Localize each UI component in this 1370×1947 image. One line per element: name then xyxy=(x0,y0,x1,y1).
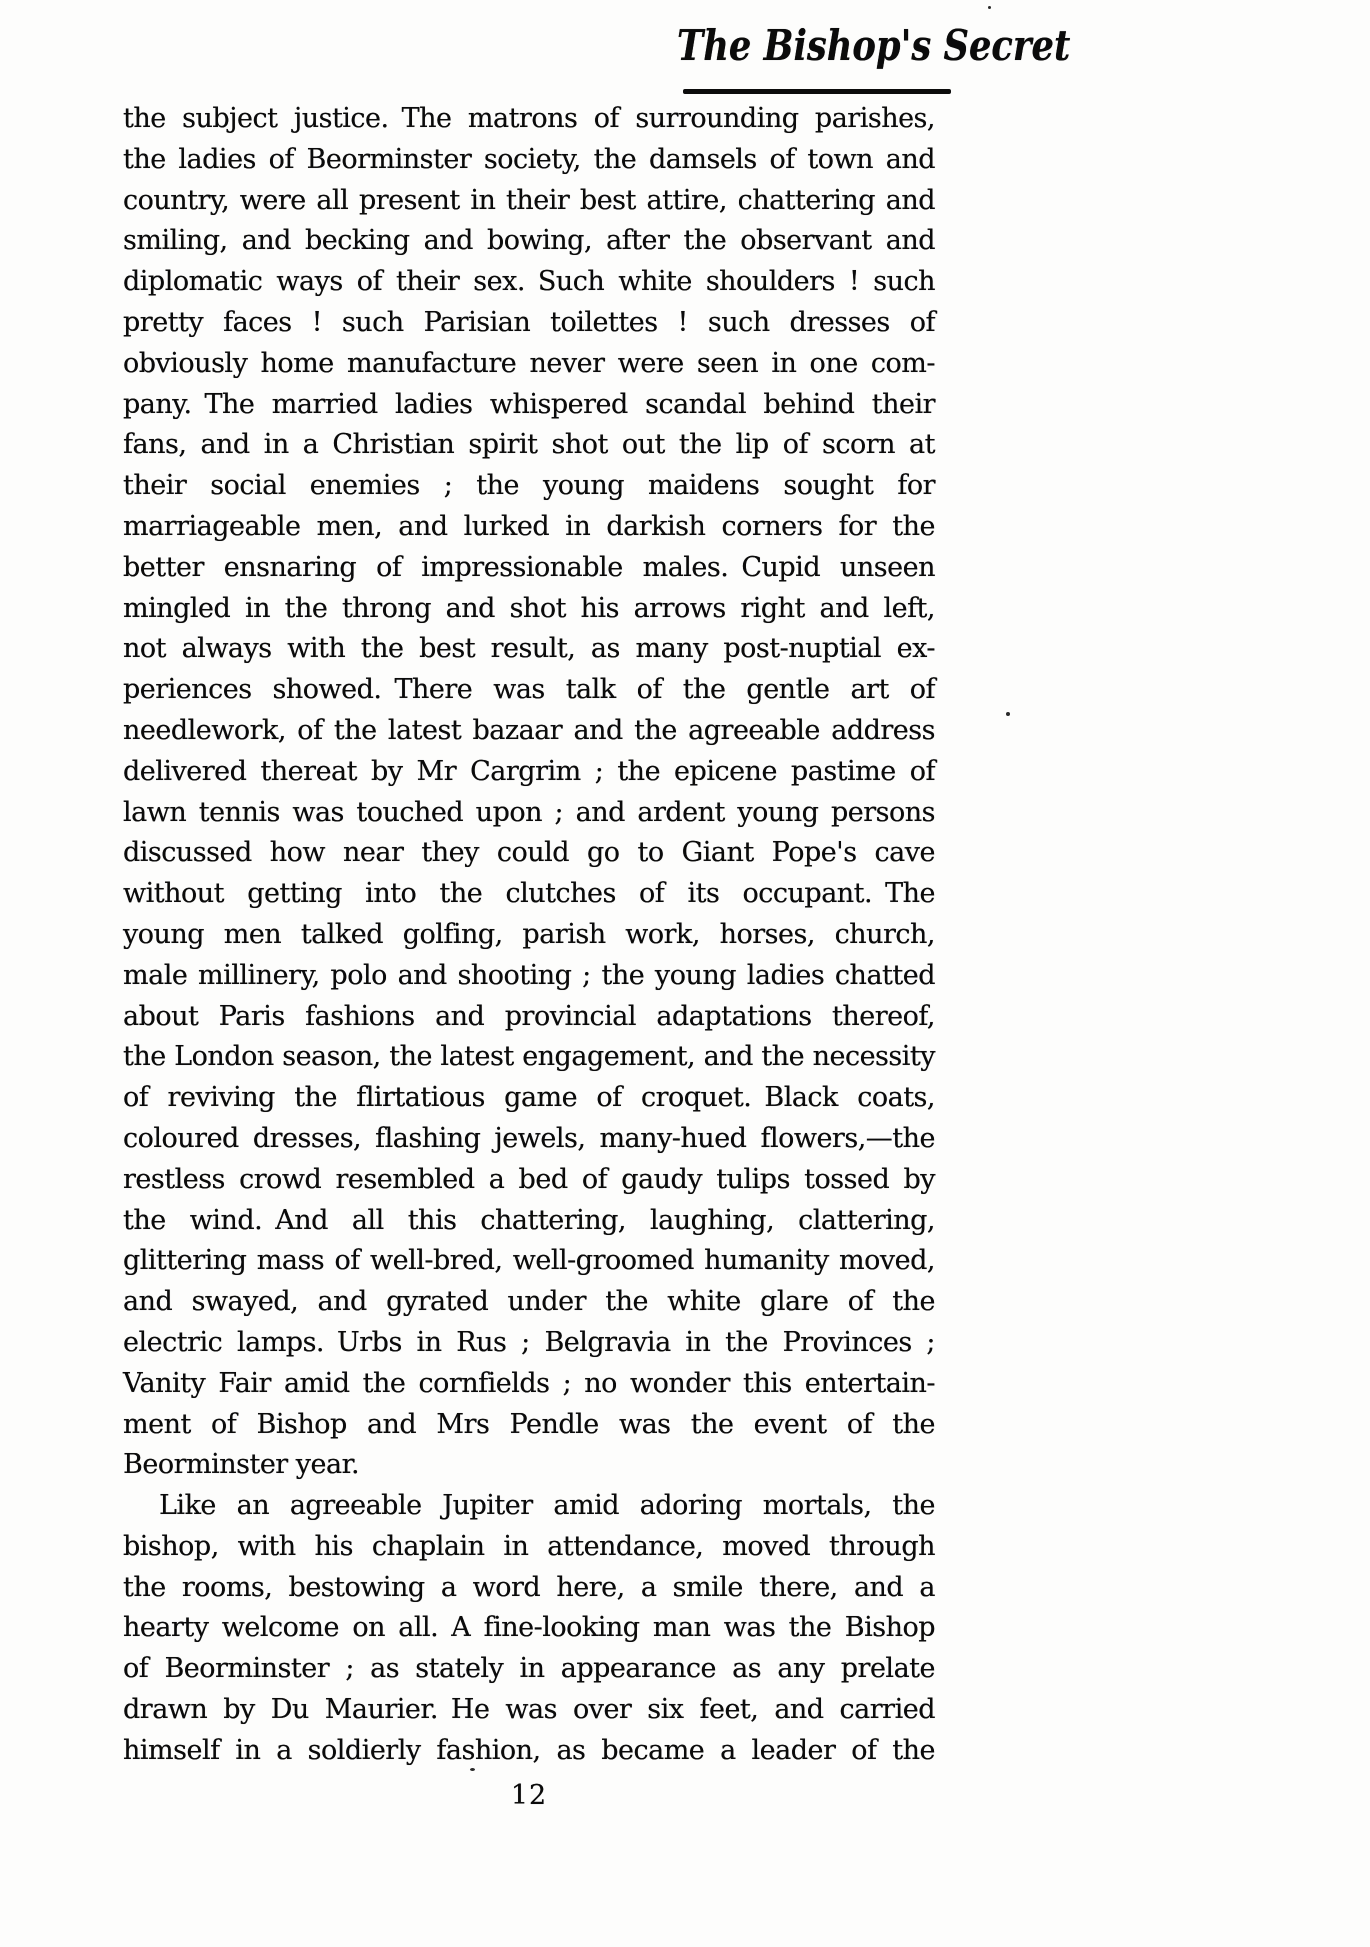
page-body-text xyxy=(123,99,935,1772)
text-line: Like an agreeable Jupiter amid adoring mortals, the xyxy=(159,1490,935,1522)
text-line: drawn by Du Maurier. He was over six feet, and carried xyxy=(123,1694,935,1726)
text-line: their social enemies ; the young maidens sought for xyxy=(123,470,935,502)
header-rule xyxy=(683,89,951,94)
text-line: marriageable men, and lurked in darkish corners for the xyxy=(123,510,935,542)
text-line: fans, and in a Christian spirit shot out the lip of scorn at xyxy=(123,429,935,461)
text-line: young men talked golfing, parish work, horses, church, xyxy=(123,918,935,950)
text-line: the subject justice. The matrons of surrounding parishes, xyxy=(123,103,935,134)
text-line: male millinery, polo and shooting ; the young ladies chatted xyxy=(123,959,935,991)
text-line: the wind. And all this chattering, laughing, clattering, xyxy=(123,1204,935,1236)
text-line: of reviving the flirtatious game of croquet. Black coats, xyxy=(123,1082,935,1114)
text-line: bishop, with his chaplain in attendance, moved through xyxy=(123,1530,935,1562)
running-head-title: The Bishop's Secret xyxy=(677,21,1071,70)
text-line: the ladies of Beorminster society, the damsels of town and xyxy=(123,143,935,175)
scan-speck xyxy=(988,6,991,9)
text-line: pany. The married ladies whispered scandal behind their xyxy=(123,388,935,420)
text-line: about Paris fashions and provincial adaptations thereof, xyxy=(123,1000,935,1032)
text-line: glittering mass of well-bred, well-groomed humanity moved, xyxy=(123,1245,935,1277)
text-line: diplomatic ways of their sex. Such white shoulders ! such xyxy=(123,266,935,298)
text-line: smiling, and becking and bowing, after the observant and xyxy=(123,225,935,257)
text-line: Vanity Fair amid the cornfields ; no wonder this entertain- xyxy=(123,1367,935,1399)
text-line: obviously home manufacture never were seen in one com- xyxy=(123,347,935,379)
text-line: mingled in the throng and shot his arrows right and left, xyxy=(123,592,935,624)
text-line: discussed how near they could go to Giant Pope's cave xyxy=(123,837,935,869)
text-line: delivered thereat by Mr Cargrim ; the epicene pastime of xyxy=(123,755,935,787)
text-line: electric lamps. Urbs in Rus ; Belgravia in the Provinces ; xyxy=(123,1326,935,1358)
text-line: himself in a soldierly fashion, as became a leader of the xyxy=(123,1734,935,1766)
text-line: ment of Bishop and Mrs Pendle was the event of the xyxy=(123,1408,935,1440)
text-line: coloured dresses, flashing jewels, many-hued flowers,—the xyxy=(123,1122,935,1154)
text-line: lawn tennis was touched upon ; and ardent young persons xyxy=(123,796,935,828)
text-line: restless crowd resembled a bed of gaudy tulips tossed by xyxy=(123,1163,935,1195)
text-line: of Beorminster ; as stately in appearance as any prelate xyxy=(123,1653,935,1685)
page-number: 12 xyxy=(510,1780,548,1811)
text-line: needlework, of the latest bazaar and the agreeable address xyxy=(123,714,935,746)
text-line: country, were all present in their best attire, chattering and xyxy=(123,184,935,216)
text-line: periences showed. There was talk of the gentle art of xyxy=(123,674,935,706)
text-line: and swayed, and gyrated under the white glare of the xyxy=(123,1286,935,1318)
text-line: Beorminster year. xyxy=(123,1449,360,1481)
text-line: the rooms, bestowing a word here, a smile there, and a xyxy=(123,1571,935,1603)
text-line: pretty faces ! such Parisian toilettes ! such dresses of xyxy=(123,306,935,338)
text-line: better ensnaring of impressionable males. Cupid unseen xyxy=(123,551,935,583)
text-line: without getting into the clutches of its occupant. The xyxy=(123,878,935,910)
text-line: the London season, the latest engagement, and the necessity xyxy=(123,1041,935,1073)
scan-speck xyxy=(1006,712,1010,716)
text-line: hearty welcome on all. A fine-looking man was the Bishop xyxy=(123,1612,935,1644)
scan-speck xyxy=(470,1768,475,1771)
text-line: not always with the best result, as many post-nuptial ex- xyxy=(123,633,935,665)
